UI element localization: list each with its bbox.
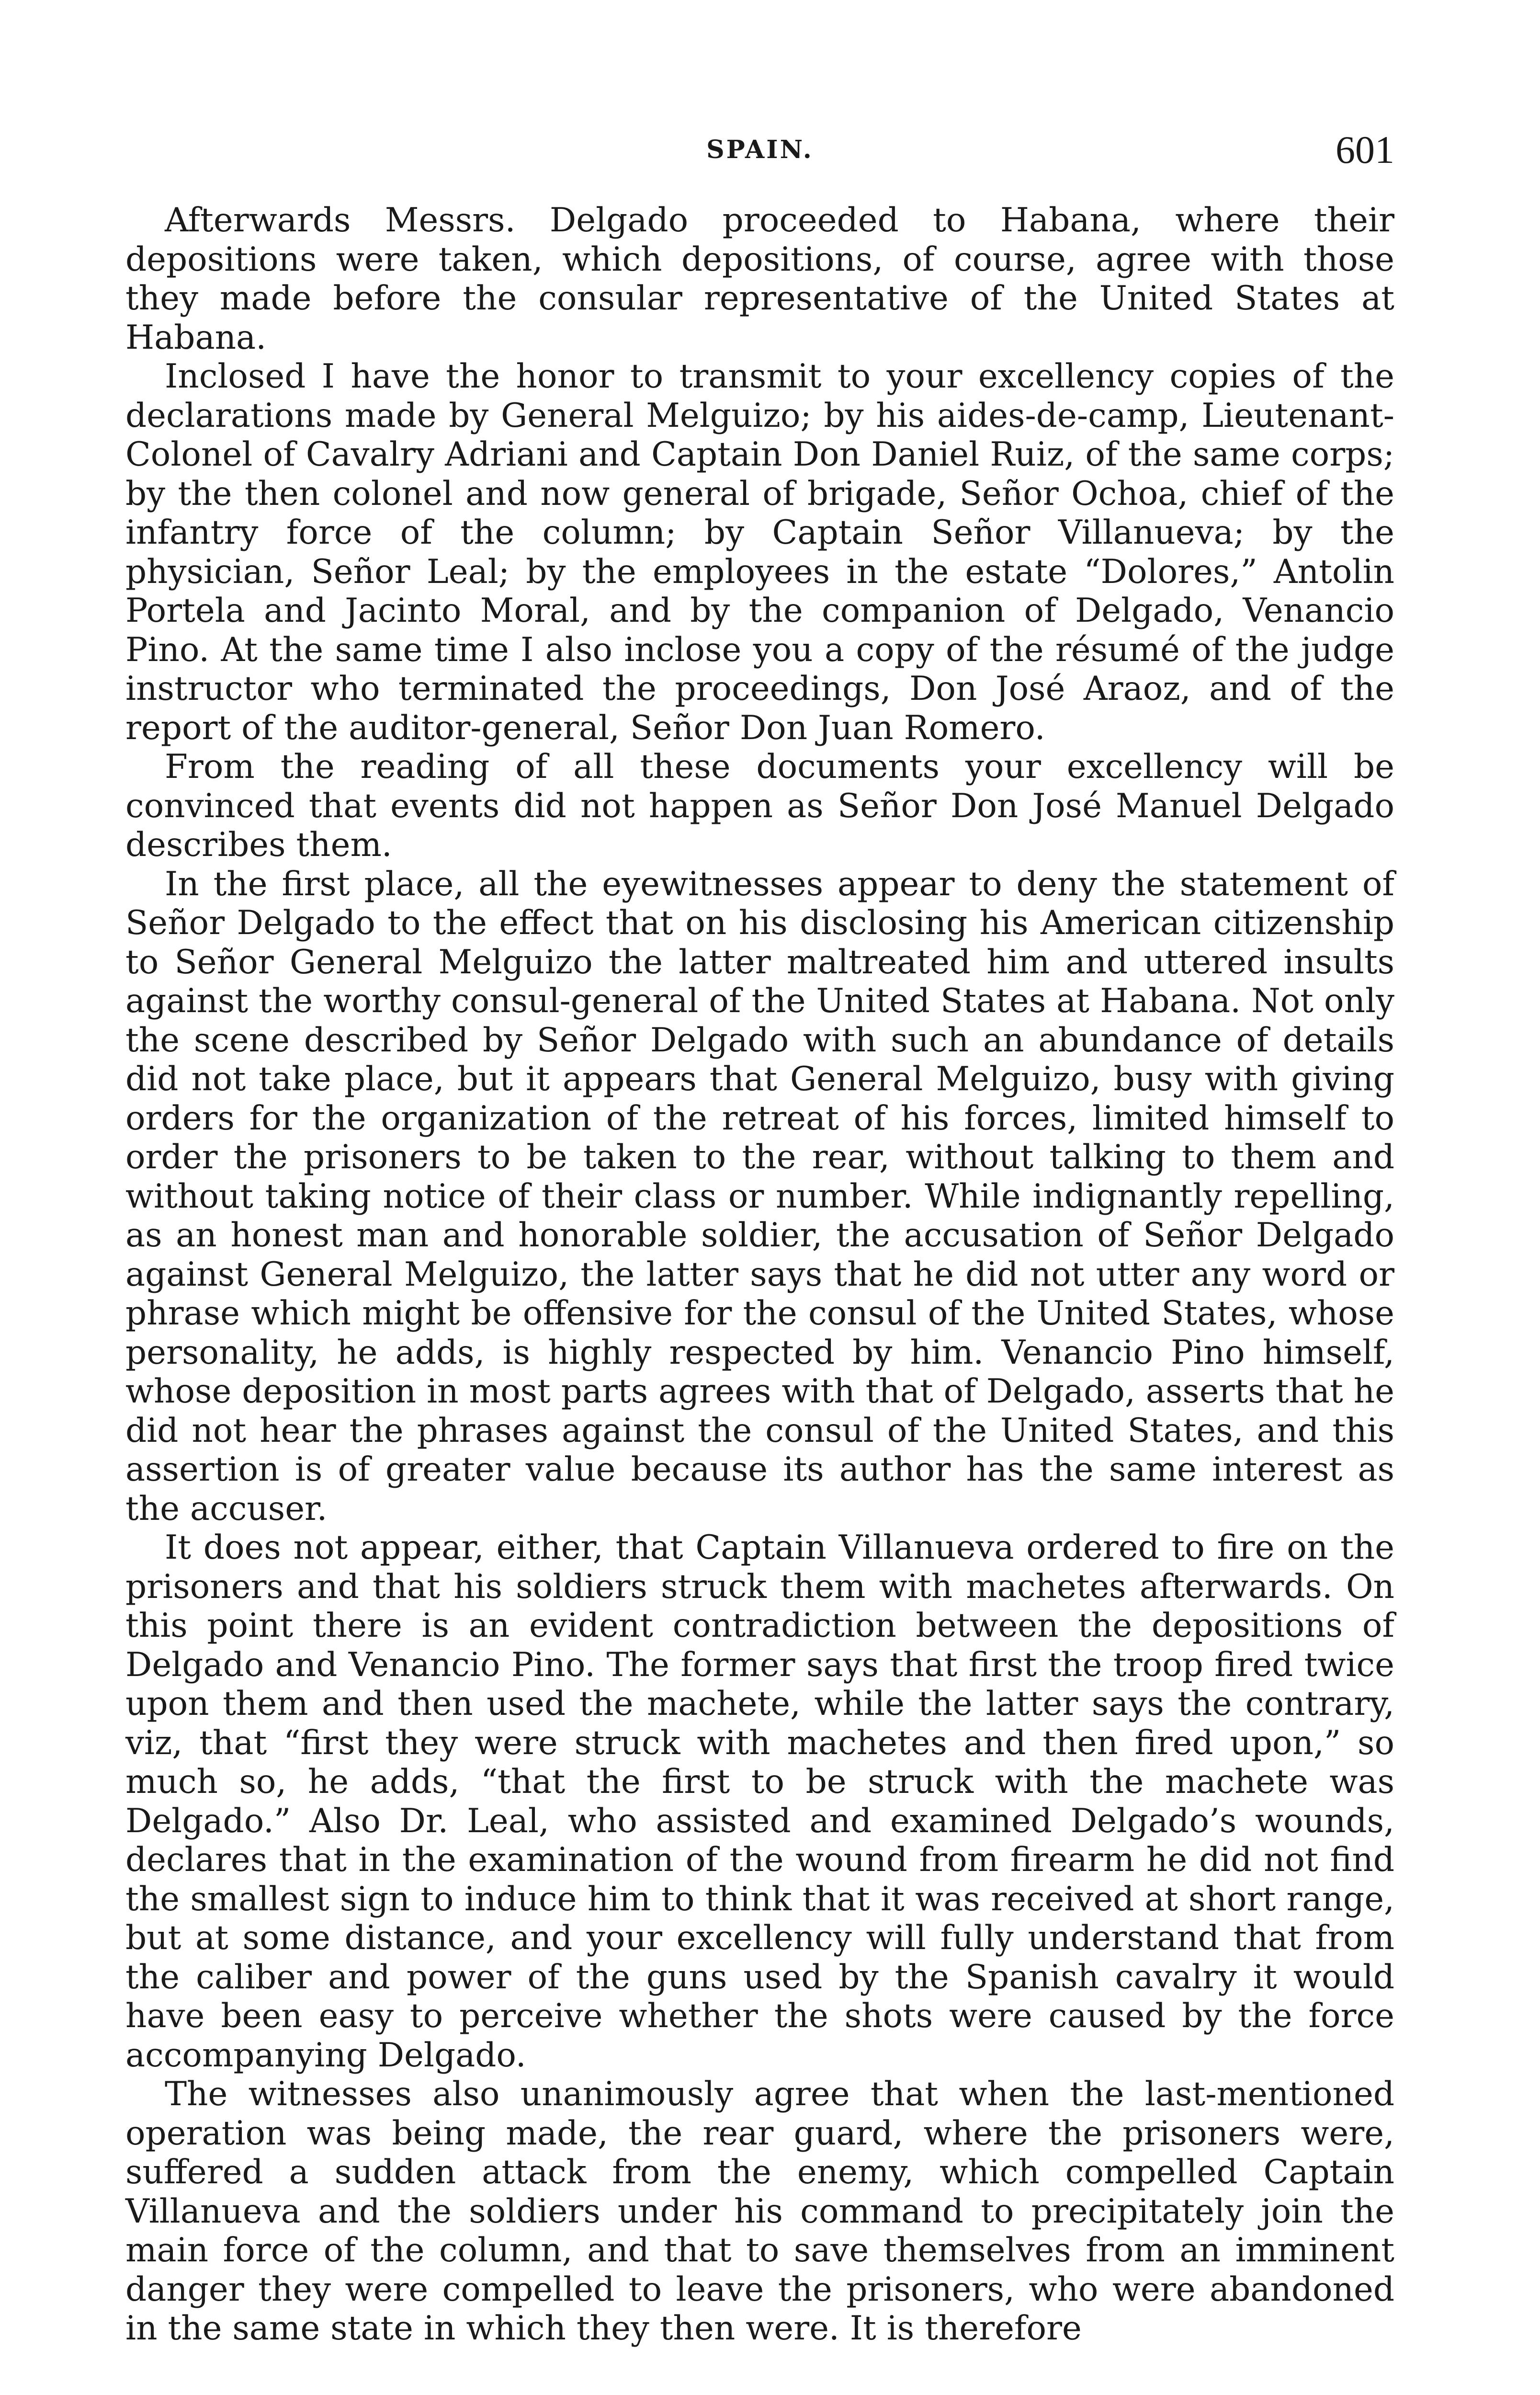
document-page (125, 0, 1394, 2395)
paragraph: Afterwards Messrs. Delgado proceeded to Habana, where their depositions were taken, which depositions, of course, agree with those they made before the consular representative of the United States at Habana. (125, 201, 1394, 357)
paragraph: The witnesses also unanimously agree that when the last-mentioned operation was being made, the rear guard, where the prisoners were, suffered a sudden attack from the enemy, which compelled Captain Villanueva and the soldiers under his command to precipitately join the main force of the column, and that to save themselves from an imminent danger they were compelled to leave the prisoners, who were abandoned in the same state in which they then were. It is therefore (125, 2075, 1394, 2348)
running-header (125, 130, 1394, 178)
paragraph: From the reading of all these documents your excellency will be convinced that events did not happen as Señor Don José Manuel Delgado describes them. (125, 748, 1394, 864)
paragraph: It does not appear, either, that Captain Villanueva ordered to fire on the prisoners and that his soldiers struck them with machetes afterwards. On this point there is an evident contradiction between the depositions of Delgado and Venancio Pino. The former says that first the troop fired twice upon them and then used the machete, while the latter says the contrary, viz, that “first they were struck with machetes and then fired upon,” so much so, he adds, “that the first to be struck with the machete was Delgado.” Also Dr. Leal, who assisted and examined Delgado’s wounds, declares that in the examination of the wound from firearm he did not find the smallest sign to induce him to think that it was received at short range, but at some distance, and your excellency will fully understand that from the caliber and power of the guns used by the Spanish cavalry it would have been easy to perceive whether the shots were caused by the force accompanying Delgado. (125, 1528, 1394, 2075)
paragraph: In the first place, all the eyewitnesses appear to deny the statement of Señor Delgado to the effect that on his disclosing his American citizenship to Señor General Melguizo the latter maltreated him and uttered insults against the worthy consul-general of the United States at Habana. Not only the scene described by Señor Delgado with such an abundance of details did not take place, but it appears that General Melguizo, busy with giving orders for the organization of the retreat of his forces, limited himself to order the prisoners to be taken to the rear, without talking to them and without taking notice of their class or number. While indignantly repelling, as an honest man and honorable soldier, the accusation of Señor Delgado against General Melguizo, the latter says that he did not utter any word or phrase which might be offensive for the consul of the United States, whose personality, he adds, is highly respected by him. Venancio Pino himself, whose deposition in most parts agrees with that of Delgado, asserts that he did not hear the phrases against the consul of the United States, and this assertion is of greater value because its author has the same interest as the accuser. (125, 865, 1394, 1528)
body-text (125, 201, 1394, 2349)
page-number: 601 (1336, 128, 1394, 171)
paragraph: Inclosed I have the honor to transmit to your excellency copies of the declarations made by General Melguizo; by his aides-de-camp, Lieutenant-Colonel of Cavalry Adriani and Captain Don Daniel Ruiz, of the same corps; by the then colonel and now general of brigade, Señor Ochoa, chief of the infantry force of the column; by Captain Señor Villanueva; by the physician, Señor Leal; by the employees in the estate “Dolores,” Antolin Portela and Jacinto Moral, and by the companion of Delgado, Venancio Pino. At the same time I also inclose you a copy of the résumé of the judge instructor who terminated the proceedings, Don José Araoz, and of the report of the auditor-general, Señor Don Juan Romero. (125, 357, 1394, 747)
running-title: SPAIN. (706, 135, 814, 164)
